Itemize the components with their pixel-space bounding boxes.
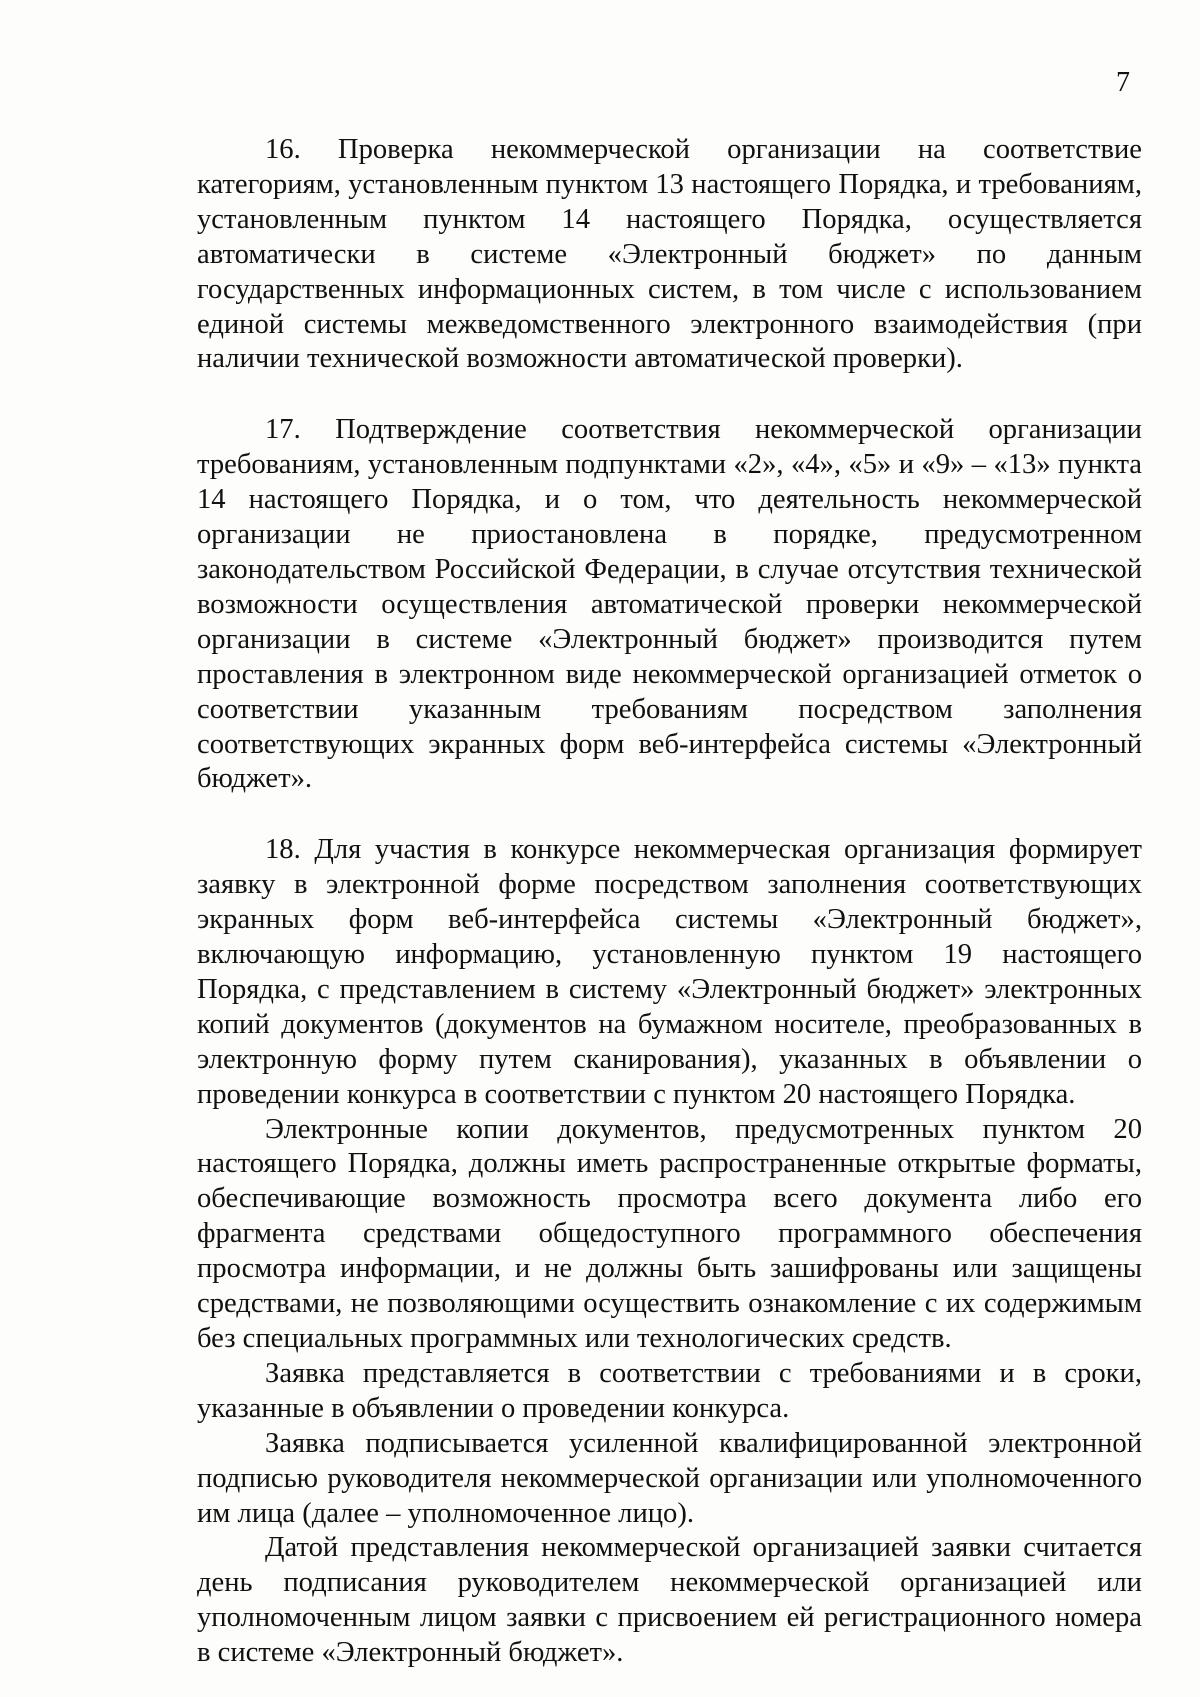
paragraph-18-submission-terms: Заявка представляется в соответствии с требованиями и в сроки, указанные в объявлении о проведении конкурса. bbox=[197, 1357, 1142, 1424]
paragraph-18-signature: Заявка подписывается усиленной квалифицированной электронной подписью руководителя некоммерческой организации или уполномоченного им лица (далее – уполномоченное лицо). bbox=[197, 1427, 1142, 1529]
paragraph-18: 18. Для участия в конкурсе некоммерческая организация формирует заявку в электронной форме посредством заполнения соответствующих экранных форм веб-интерфейса системы «Электронный бюджет», включающую информацию, установленную пунктом 19 настоящего Порядка, с представлением в систему «Электронный бюджет» электронных копий документов (документов на бумажном носителе, преобразованных в электронную форму путем сканирования), указанных в объявлении о проведении конкурса в соответствии с пунктом 20 настоящего Порядка. bbox=[197, 834, 1142, 1110]
paragraph-18-electronic-copies: Электронные копии документов, предусмотренных пунктом 20 настоящего Порядка, должны иметь распространенные открытые форматы, обеспечивающие возможность просмотра всего документа либо его фрагмента средствами общедоступного программного обеспечения просмотра информации, и не должны быть зашифрованы или защищены средствами, не позволяющими осуществить ознакомление с их содержимым без специальных программных или технологических средств. bbox=[197, 1113, 1142, 1354]
paragraph-16: 16. Проверка некоммерческой организации на соответствие категориям, установленным пунктом 13 настоящего Порядка, и требованиям, установленным пунктом 14 настоящего Порядка, осуществляется автоматически в системе «Электронный бюджет» по данным государственных информационных систем, в том числе с использованием единой системы межведомственного электронного взаимодействия (при наличии технической возможности автоматической проверки). bbox=[197, 134, 1142, 375]
paragraph-17: 17. Подтверждение соответствия некоммерческой организации требованиям, установленным подпунктами «2», «4», «5» и «9» – «13» пункта 14 настоящего Порядка, и о том, что деятельность некоммерческой организации не приостановлена в порядке, предусмотренном законодательством Российской Федерации, в случае отсутствия технической возможности осуществления автоматической проверки некоммерческой организации в системе «Электронный бюджет» производится путем проставления в электронном виде некоммерческой организацией отметок о соответствии указанным требованиям посредством заполнения соответствующих экранных форм веб-интерфейса системы «Электронный бюджет». bbox=[197, 414, 1142, 795]
paragraph-18-submission-date: Датой представления некоммерческой организацией заявки считается день подписания руководителем некоммерческой организацией или уполномоченным лицом заявки с присвоением ей регистрационного номера в системе «Электронный бюджет». bbox=[197, 1532, 1142, 1669]
page-number: 7 bbox=[1116, 67, 1130, 98]
document-body bbox=[197, 133, 1142, 1671]
